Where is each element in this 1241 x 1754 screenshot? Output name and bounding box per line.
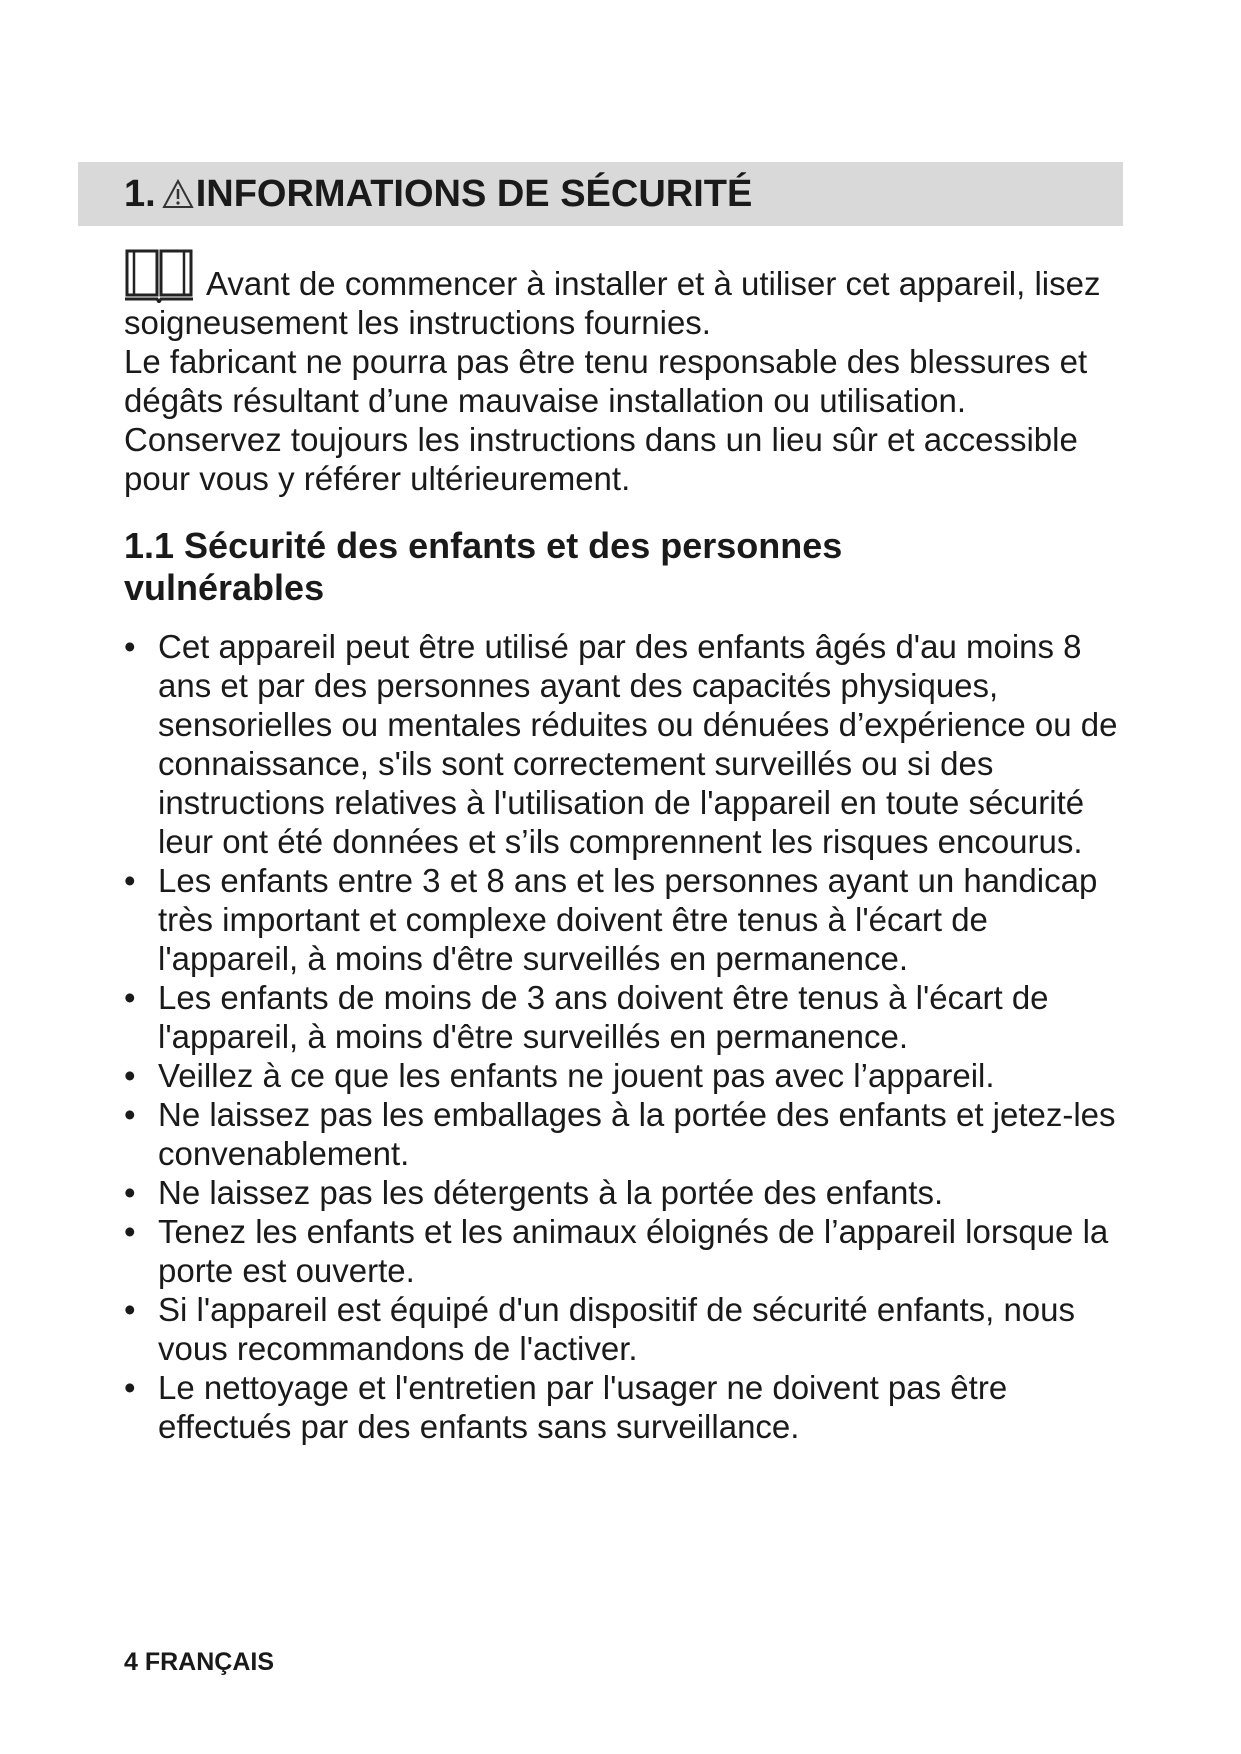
list-item-text: Ne laissez pas les détergents à la portée des enfants. — [158, 1174, 944, 1211]
bullet-icon: • — [124, 628, 136, 665]
section-header — [78, 162, 1123, 226]
list-item — [124, 1173, 1124, 1212]
section-title-text: INFORMATIONS DE SÉCURITÉ — [195, 173, 753, 215]
bullet-icon: • — [124, 862, 136, 899]
intro-paragraph-1 — [124, 245, 1124, 342]
bullet-icon: • — [124, 1096, 136, 1133]
list-item-text: Les enfants de moins de 3 ans doivent être tenus à l'écart de l'appareil, à moins d'être surveillés en permanence. — [158, 979, 1049, 1055]
intro-text — [124, 245, 1124, 498]
bullet-icon: • — [124, 979, 136, 1016]
bullet-icon: • — [124, 1057, 136, 1094]
bullet-icon: • — [124, 1213, 136, 1250]
list-item — [124, 978, 1124, 1056]
bullet-icon: • — [124, 1174, 136, 1211]
list-item-text: Veillez à ce que les enfants ne jouent pas avec l’appareil. — [158, 1057, 995, 1094]
warning-triangle-icon — [162, 179, 194, 209]
intro-paragraph-2: Le fabricant ne pourra pas être tenu responsable des blessures et dégâts résultant d’une mauvaise installation ou utilisation. Conservez toujours les instructions dans un lieu sûr et accessible pour vous y référer ultérieurement. — [124, 343, 1088, 497]
bullet-icon: • — [124, 1369, 136, 1406]
list-item — [124, 1212, 1124, 1290]
list-item — [124, 1290, 1124, 1368]
list-item-text: Les enfants entre 3 et 8 ans et les personnes ayant un handicap très important et complexe doivent être tenus à l'écart de l'appareil, à moins d'être surveillés en permanence. — [158, 862, 1098, 977]
list-item — [124, 1056, 1124, 1095]
list-item — [124, 1095, 1124, 1173]
list-item-text: Cet appareil peut être utilisé par des enfants âgés d'au moins 8 ans et par des personnes ayant des capacités physiques, sensorielles ou mentales réduites ou dénuées d’expérience ou de connaissance, s'ils sont correctement surveillés ou si des instructions relatives à l'utilisation de l'appareil en toute sécurité leur ont été données et s’ils comprennent les risques encourus. — [158, 628, 1118, 860]
list-item-text: Tenez les enfants et les animaux éloignés de l’appareil lorsque la porte est ouverte. — [158, 1213, 1109, 1289]
list-item — [124, 1368, 1124, 1446]
bullet-icon: • — [124, 1291, 136, 1328]
list-item-text: Si l'appareil est équipé d'un dispositif de sécurité enfants, nous vous recommandons de l'activer. — [158, 1291, 1076, 1367]
section-title — [124, 172, 752, 216]
intro-paragraph-1-text: Avant de commencer à installer et à utiliser cet appareil, lisez soigneusement les instructions fournies. — [124, 265, 1101, 341]
safety-list — [124, 627, 1124, 1446]
section-number: 1. — [124, 173, 156, 215]
list-item-text: Le nettoyage et l'entretien par l'usager ne doivent pas être effectués par des enfants sans surveillance. — [158, 1369, 1008, 1445]
subsection-title: 1.1 Sécurité des enfants et des personnes vulnérables — [124, 525, 843, 608]
book-manual-icon — [124, 245, 194, 303]
list-item — [124, 627, 1124, 861]
list-item — [124, 861, 1124, 978]
page-footer: 4 FRANÇAIS — [124, 1648, 275, 1676]
list-item-text: Ne laissez pas les emballages à la portée des enfants et jetez-les convenablement. — [158, 1096, 1116, 1172]
